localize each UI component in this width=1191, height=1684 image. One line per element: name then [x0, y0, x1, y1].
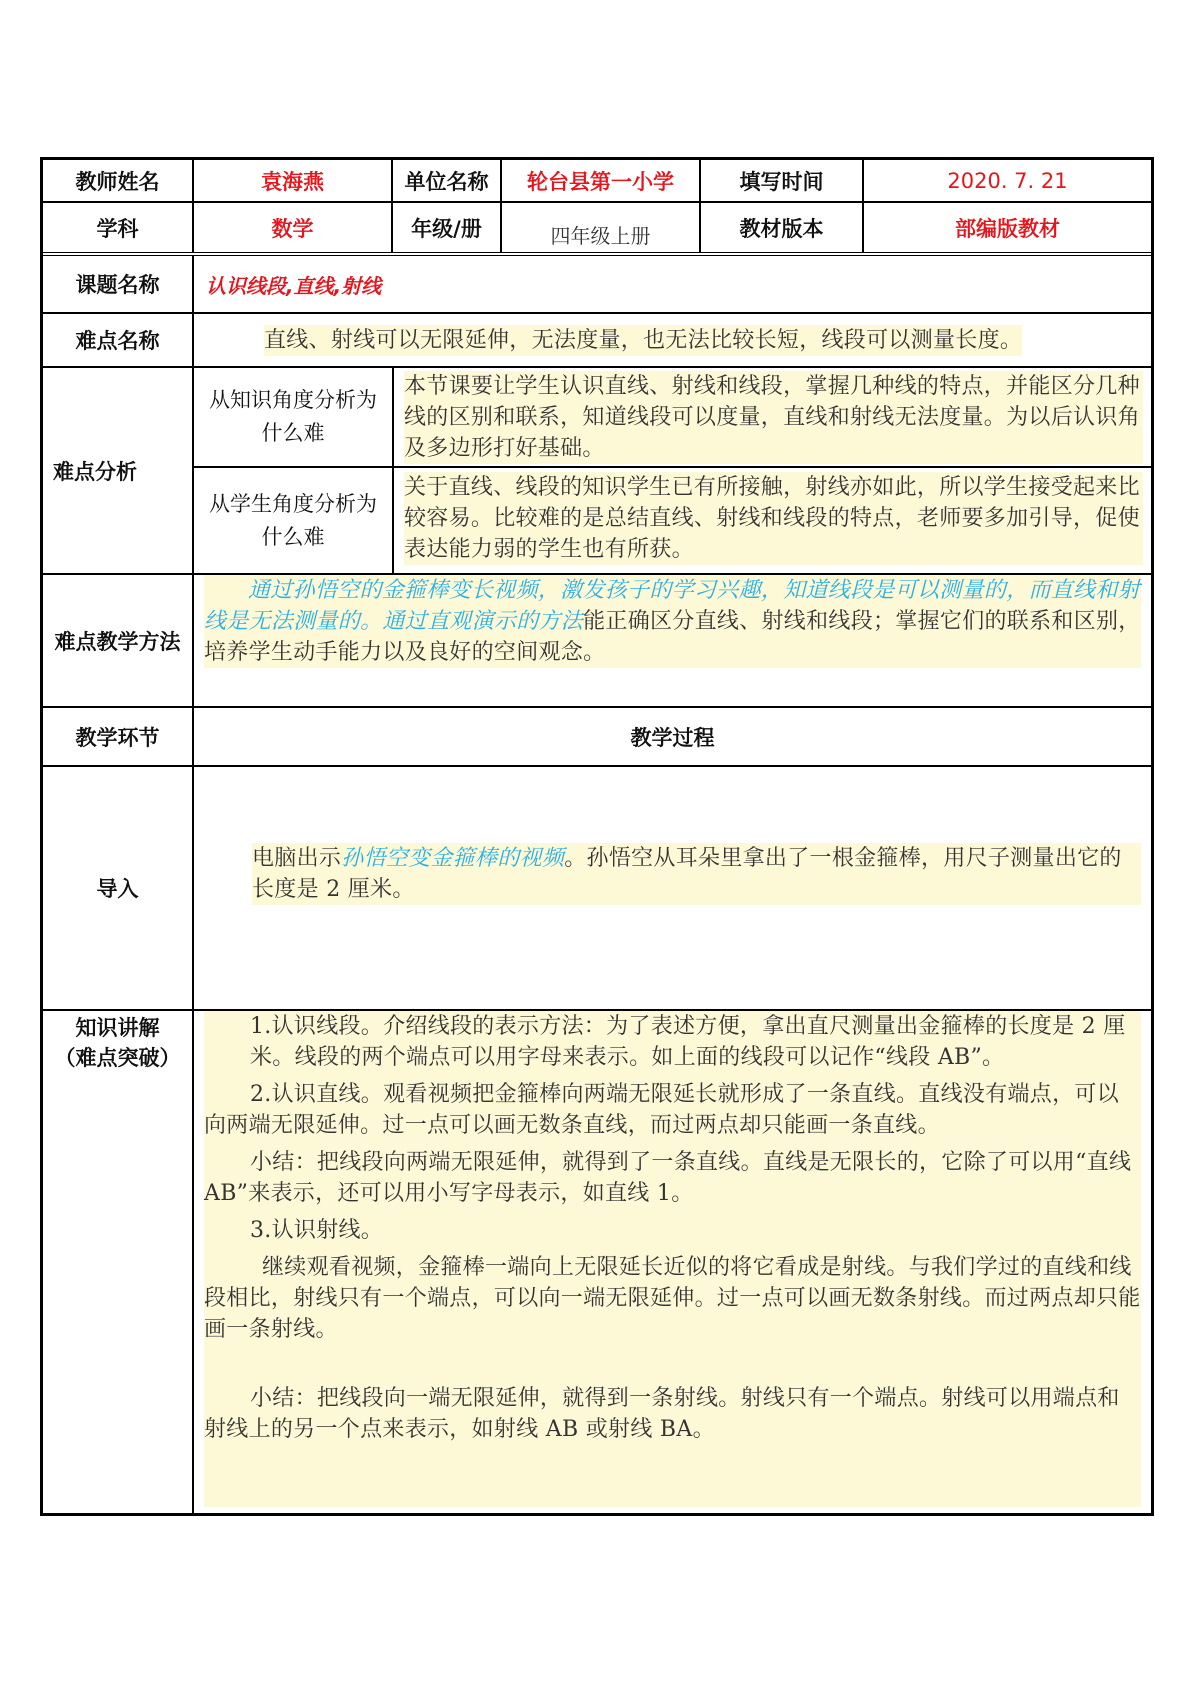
knowledge-analysis-text-cell	[394, 368, 1151, 466]
knowledge-angle-cell	[194, 368, 394, 466]
topic-label-cell	[43, 256, 194, 312]
knowledge-row	[43, 1011, 1151, 1516]
stage-label: 教学环节	[75, 725, 160, 750]
knowledge-text-cell	[194, 1011, 1151, 1516]
unit-name: 轮台县第一小学	[527, 169, 674, 194]
intro-text-b: 。孙悟空从耳朵里拿出了一根金箍棒，用尺子测量出它的长度是 2 厘米。	[252, 846, 1122, 902]
knowledge-analysis-subrow	[194, 368, 1151, 468]
method-text-plain: 能正确区分直线、射线和线段；掌握它们的联系和区别，培养学生动手能力以及良好的空间观念。	[204, 609, 1141, 665]
unit-label: 单位名称	[404, 169, 489, 194]
method-label-cell	[43, 575, 194, 706]
grade-label: 年级/册	[411, 216, 482, 241]
knowledge-p3: 小结：把线段向两端无限延伸，就得到了一条直线。直线是无限长的，它除了可以用“直线 AB”来表示，还可以用小写字母表示，如直线 1。	[204, 1150, 1132, 1206]
teacher-value-cell	[194, 160, 393, 201]
edition-value-cell	[864, 203, 1151, 252]
method-row	[43, 575, 1151, 708]
intro-label: 导入	[96, 877, 139, 901]
header-row-2	[43, 203, 1151, 256]
edition-label-cell	[701, 203, 864, 252]
method-text-italic: 通过孙悟空的金箍棒变长视频，激发孩子的学习兴趣，知道线段是可以测量的，而直线和射线是无法测量的。通过直观演示的方法	[204, 578, 1141, 634]
student-angle-label-2: 什么难	[261, 524, 325, 549]
fill-date: 2020. 7. 21	[947, 168, 1068, 193]
knowledge-analysis-text: 本节课要让学生认识直线、射线和线段，掌握几种线的特点，并能区分几种线的区别和联系，知道线段可以度量，直线和射线无法度量。为以后认识角及多边形打好基础。	[404, 371, 1143, 464]
subject-value-cell	[194, 203, 393, 252]
grade-label-cell	[393, 203, 502, 252]
knowledge-p2: 2.认识直线。观看视频把金箍棒向两端无限延长就形成了一条直线。直线没有端点，可以向两端无限延伸。过一点可以画无数条直线，而过两点却只能画一条直线。	[204, 1082, 1119, 1138]
knowledge-label-cell	[43, 1011, 194, 1516]
teacher-label-cell	[43, 160, 194, 201]
difficulty-text: 直线、射线可以无限延伸，无法度量，也无法比较长短，线段可以测量长度。	[264, 325, 1022, 356]
analysis-label-cell	[43, 368, 194, 573]
difficulty-label-cell	[43, 314, 194, 366]
process-header-row	[43, 708, 1151, 767]
lesson-plan-table	[40, 157, 1154, 1516]
analysis-row	[43, 368, 1151, 575]
intro-text-cell	[194, 767, 1151, 1009]
student-angle-cell	[194, 468, 394, 573]
intro-label-cell	[43, 767, 194, 1009]
method-label: 难点教学方法	[54, 629, 181, 654]
date-value-cell	[864, 160, 1151, 201]
unit-value-cell	[502, 160, 701, 201]
date-label-cell	[701, 160, 864, 201]
unit-label-cell	[393, 160, 502, 201]
knowledge-p5: 继续观看视频，金箍棒一端向上无限延长近似的将它看成是射线。与我们学过的直线和线段相比，射线只有一个端点，可以向一端无限延伸。过一点可以画无数条射线。而过两点却只能画一条射线。	[204, 1255, 1141, 1342]
knowledge-content	[204, 1011, 1141, 1507]
knowledge-p6: 小结：把线段向一端无限延伸，就得到一条射线。射线只有一个端点。射线可以用端点和射线上的另一个点来表示，如射线 AB 或射线 BA。	[204, 1386, 1120, 1442]
subject-name: 数学	[271, 216, 314, 241]
student-analysis-subrow	[194, 468, 1151, 573]
knowledge-label-2: （难点突破）	[54, 1046, 181, 1070]
teacher-label: 教师姓名	[75, 169, 160, 194]
grade-value: 四年级上册	[550, 224, 651, 248]
stage-label-cell	[43, 708, 194, 765]
subject-label-cell	[43, 203, 194, 252]
student-analysis-text-cell	[394, 468, 1151, 573]
date-label: 填写时间	[739, 169, 824, 194]
method-text	[204, 575, 1141, 668]
edition-name: 部编版教材	[955, 216, 1060, 241]
method-text-cell	[194, 575, 1151, 706]
intro-video-link: 孙悟空变金箍棒的视频	[341, 846, 565, 871]
difficulty-row	[43, 314, 1151, 368]
knowledge-p1: 1.认识线段。介绍线段的表示方法：为了表述方便，拿出直尺测量出金箍棒的长度是 2 厘米。线段的两个端点可以用字母来表示。如上面的线段可以记作“线段 AB”。	[250, 1014, 1126, 1070]
knowledge-label-1: 知识讲解	[75, 1016, 160, 1040]
subject-label: 学科	[96, 216, 139, 241]
difficulty-label: 难点名称	[75, 329, 160, 353]
process-label-cell	[194, 708, 1151, 765]
difficulty-value-cell	[194, 314, 1151, 366]
topic-title: 认识线段,直线,射线	[206, 273, 382, 298]
teacher-name: 袁海燕	[261, 169, 324, 194]
topic-label: 课题名称	[75, 273, 160, 297]
student-analysis-text: 关于直线、线段的知识学生已有所接触，射线亦如此，所以学生接受起来比较容易。比较难的是总结直线、射线和线段的特点，老师要多加引导，促使表达能力弱的学生也有所获。	[404, 472, 1143, 565]
process-label: 教学过程	[630, 725, 715, 750]
knowledge-p4: 3.认识射线。	[250, 1218, 384, 1243]
knowledge-angle-label-2: 什么难	[261, 421, 325, 445]
intro-row	[43, 767, 1151, 1011]
intro-text	[252, 843, 1141, 905]
header-row-1	[43, 160, 1151, 203]
edition-label: 教材版本	[739, 216, 824, 241]
student-angle-label-1: 从学生角度分析为	[209, 491, 377, 516]
topic-value-cell	[194, 256, 1151, 312]
knowledge-angle-label-1: 从知识角度分析为	[209, 388, 377, 412]
intro-text-a: 电脑出示	[252, 846, 342, 871]
grade-value-cell	[502, 203, 701, 252]
topic-row	[43, 256, 1151, 314]
analysis-label: 难点分析	[53, 459, 137, 484]
